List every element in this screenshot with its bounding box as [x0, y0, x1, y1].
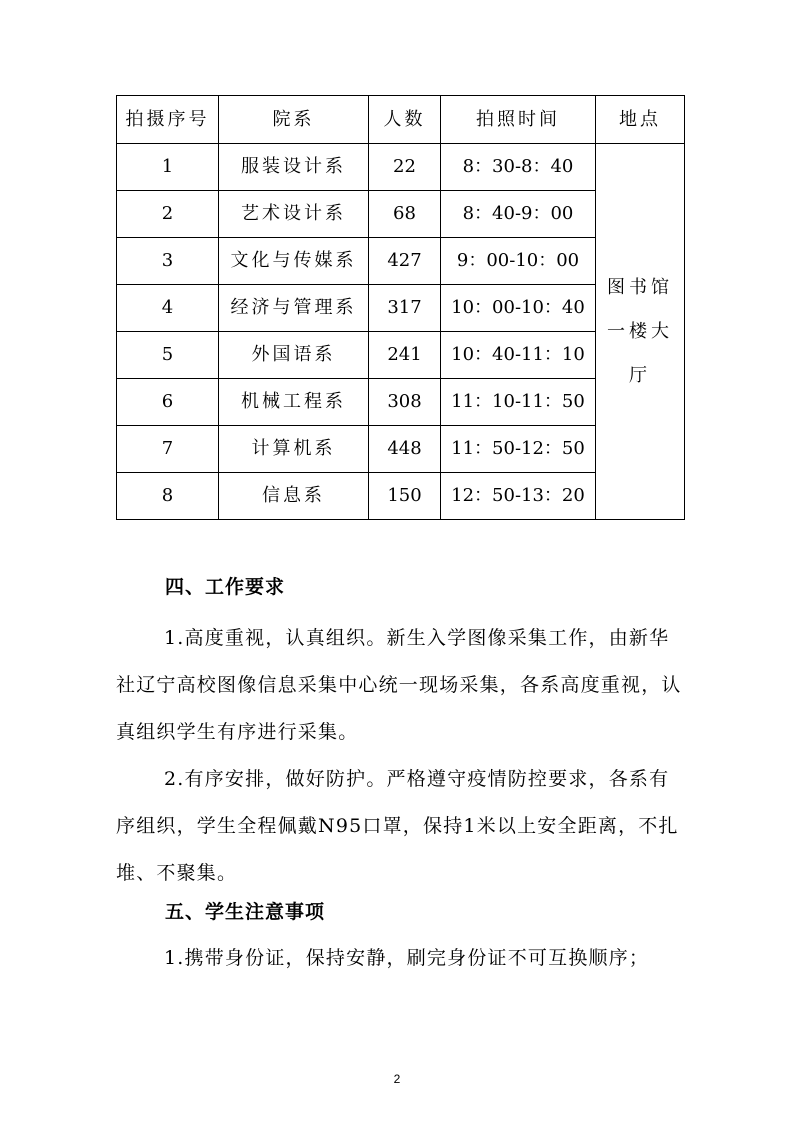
row-time: 8：30-8：40	[441, 144, 596, 191]
section-heading-student-notes: 五、学生注意事项	[165, 901, 326, 923]
row-dept: 信息系	[219, 473, 369, 520]
row-dept: 计算机系	[219, 426, 369, 473]
row-seq: 5	[117, 332, 219, 379]
header-seq: 拍摄序号	[117, 96, 219, 144]
row-time: 10：40-11：10	[441, 332, 596, 379]
paragraph-student-note-1: 1.携带身份证，保持安静，刷完身份证不可互换顺序；	[164, 947, 650, 969]
location-line: 图书馆	[607, 276, 673, 298]
row-count: 68	[369, 191, 441, 238]
row-count: 150	[369, 473, 441, 520]
row-time: 11：50-12：50	[441, 426, 596, 473]
row-count: 308	[369, 379, 441, 426]
row-seq: 7	[117, 426, 219, 473]
header-count: 人数	[369, 96, 441, 144]
row-seq: 8	[117, 473, 219, 520]
row-seq: 2	[117, 191, 219, 238]
page-number: 2	[393, 1072, 401, 1086]
header-time: 拍照时间	[441, 96, 596, 144]
section-heading-work-requirements: 四、工作要求	[165, 576, 286, 598]
row-dept: 服装设计系	[219, 144, 369, 191]
paragraph-work-requirement-2: 2.有序安排，做好防护。严格遵守疫情防控要求，各系有序组织，学生全程佩戴N95口罩，保持1米以上安全距离，不扎堆、不聚集。	[116, 768, 679, 884]
row-dept: 机械工程系	[219, 379, 369, 426]
row-count: 448	[369, 426, 441, 473]
row-count: 241	[369, 332, 441, 379]
row-dept: 文化与传媒系	[219, 238, 369, 285]
paragraph-work-requirement-1: 1.高度重视，认真组织。新生入学图像采集工作，由新华社辽宁高校图像信息采集中心统一现场采集，各系高度重视，认真组织学生有序进行采集。	[116, 627, 682, 743]
row-seq: 1	[117, 144, 219, 191]
row-seq: 6	[117, 379, 219, 426]
row-time: 8：40-9：00	[441, 191, 596, 238]
row-time: 9：00-10：00	[441, 238, 596, 285]
row-time: 10：00-10：40	[441, 285, 596, 332]
table-header-row	[117, 96, 685, 144]
row-time: 11：10-11：50	[441, 379, 596, 426]
row-time: 12：50-13：20	[441, 473, 596, 520]
row-dept: 外国语系	[219, 332, 369, 379]
header-location: 地点	[596, 96, 685, 144]
photo-schedule-table	[116, 95, 685, 520]
table-row	[117, 144, 685, 191]
row-count: 22	[369, 144, 441, 191]
row-dept: 艺术设计系	[219, 191, 369, 238]
location-line: 一楼大	[607, 320, 673, 342]
row-count: 427	[369, 238, 441, 285]
location-line: 厅	[629, 364, 651, 386]
row-seq: 4	[117, 285, 219, 332]
location-cell	[596, 144, 685, 520]
row-count: 317	[369, 285, 441, 332]
row-dept: 经济与管理系	[219, 285, 369, 332]
row-seq: 3	[117, 238, 219, 285]
header-dept: 院系	[219, 96, 369, 144]
